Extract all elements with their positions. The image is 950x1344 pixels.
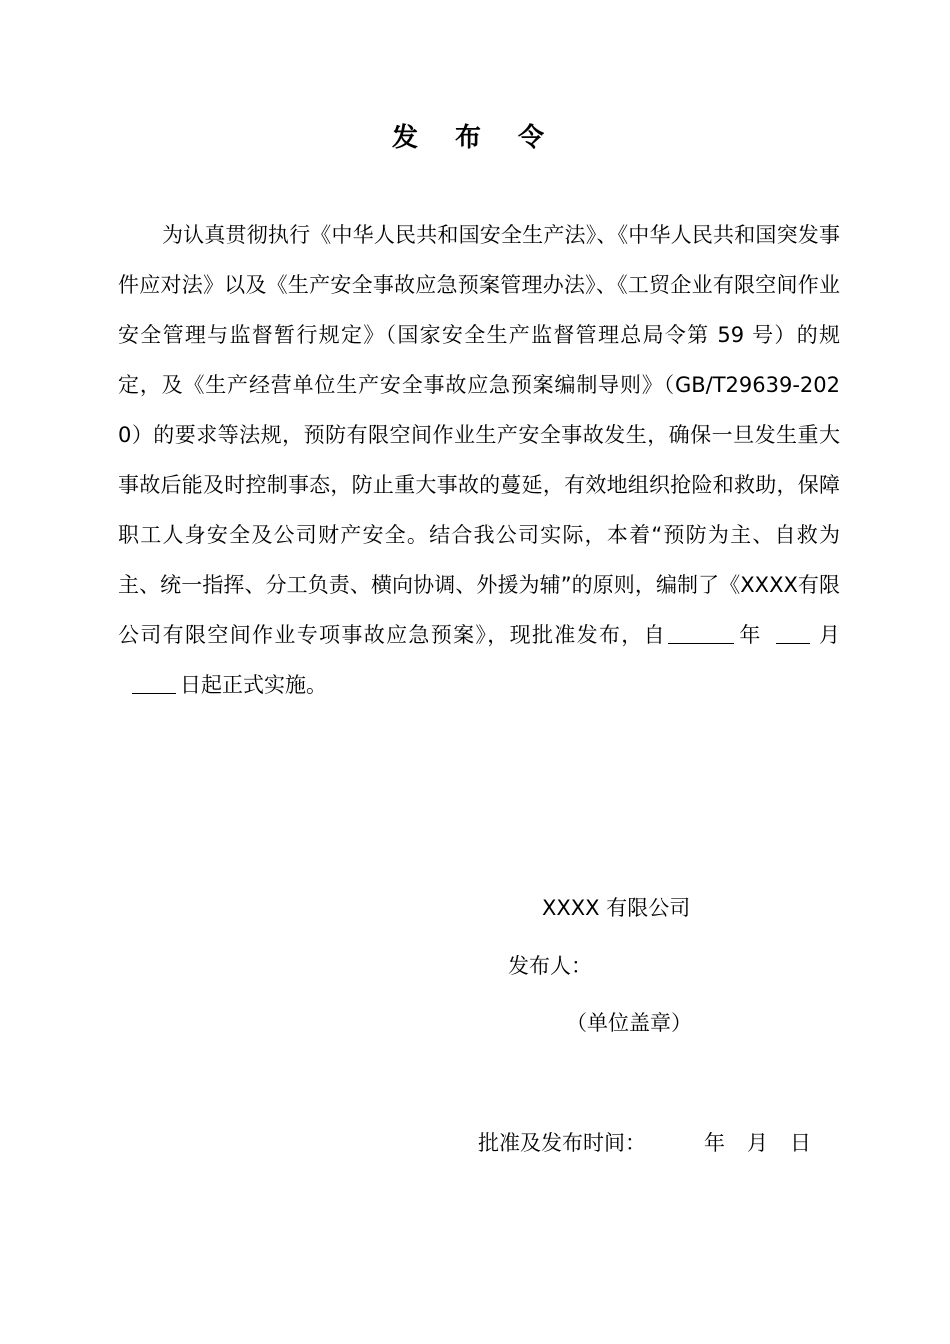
publisher-label: 发布人： <box>508 954 592 978</box>
company-name: XXXX 有限公司 <box>542 896 691 920</box>
day-blank <box>132 671 176 694</box>
approval-month-unit: 月 <box>747 1131 768 1155</box>
approval-year-unit: 年 <box>704 1131 725 1155</box>
year-unit: 年 <box>737 623 762 647</box>
year-blank <box>668 621 734 644</box>
month-blank <box>776 621 810 644</box>
month-unit: 月 <box>817 623 841 647</box>
seal-note: （单位盖章） <box>566 1011 692 1035</box>
paragraph-ending: 日起正式实施。 <box>180 673 327 697</box>
paragraph-text: 为认真贯彻执行《中华人民共和国安全生产法》、《中华人民共和国突发事件应对法》以及《生产安全事故应急预案管理办法》、《工贸企业有限空间作业安全管理与监督暂行规定》（国家安全生产监督管理总局令第 59 号）的规定，及《生产经营单位生产安全事故应急预案编制导则》（GB/T29639-2020）的要求等法规，预防有限空间作业生产安全事故发生，确保一旦发生重大事故后能及时控制事态，防止重大事故的蔓延，有效地组织抢险和救助，保障职工人身安全及公司财产安全。结合我公司实际，本着“预防为主、自救为主、统一指挥、分工负责、横向协调、外援为辅”的原则，编制了《XXXX有限公司有限空间作业专项事故应急预案》，现批准发布，自 <box>118 223 840 647</box>
approval-label: 批准及发布时间： <box>478 1131 646 1155</box>
approval-date-line <box>478 1128 811 1158</box>
approval-day-unit: 日 <box>790 1131 811 1155</box>
body-paragraph <box>118 210 840 710</box>
document-title: 发 布 令 <box>391 123 559 153</box>
